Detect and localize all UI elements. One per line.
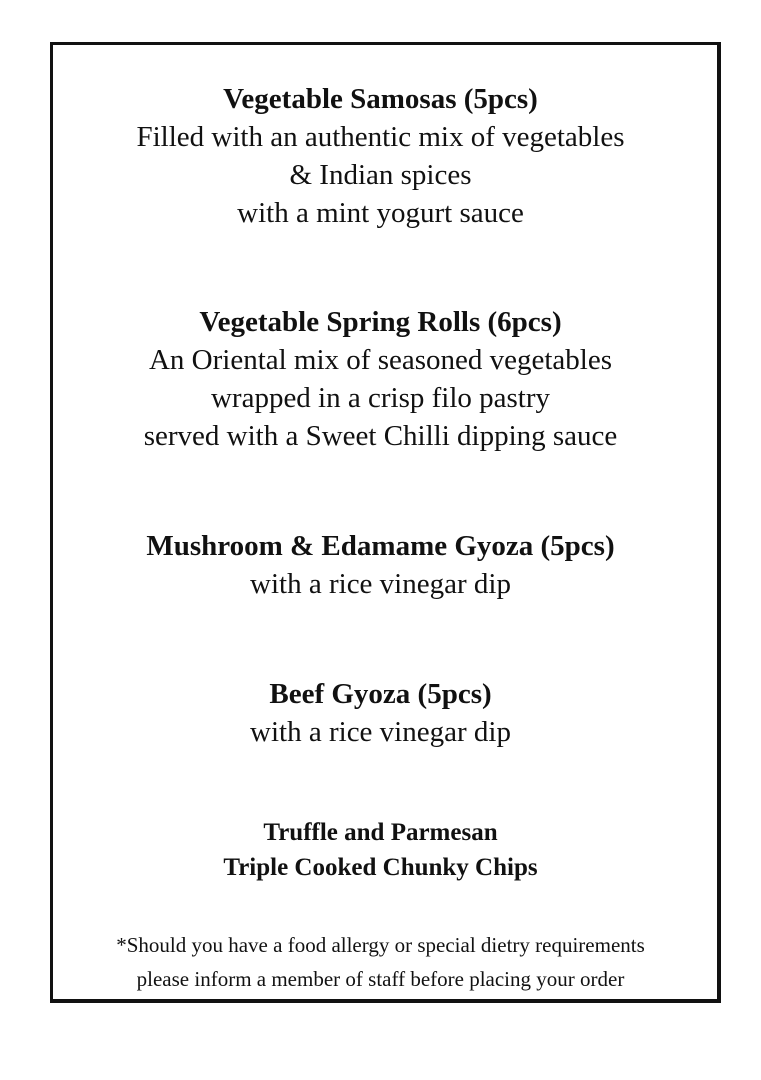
item-title: Truffle and Parmesan xyxy=(263,819,498,846)
item-description: wrapped in a crisp filo pastry xyxy=(210,382,551,414)
item-title: Beef Gyoza (5pcs) xyxy=(269,678,492,710)
item-title: Triple Cooked Chunky Chips xyxy=(223,854,538,881)
item-title: Mushroom & Edamame Gyoza (5pcs) xyxy=(146,530,615,562)
notice-line: please inform a member of staff before placing your order xyxy=(136,967,625,991)
item-description: An Oriental mix of seasoned vegetables xyxy=(148,344,613,376)
item-title: Vegetable Spring Rolls (6pcs) xyxy=(199,306,562,338)
item-description: with a rice vinegar dip xyxy=(250,568,511,600)
notice-line: *Should you have a food allergy or special dietry requirements xyxy=(116,933,645,957)
item-description: with a rice vinegar dip xyxy=(250,716,511,748)
item-description: with a mint yogurt sauce xyxy=(237,197,524,229)
item-description: Filled with an authentic mix of vegetables xyxy=(136,121,625,153)
item-description: & Indian spices xyxy=(289,159,472,191)
item-description: served with a Sweet Chilli dipping sauce xyxy=(143,420,618,452)
item-title: Vegetable Samosas (5pcs) xyxy=(223,83,538,115)
